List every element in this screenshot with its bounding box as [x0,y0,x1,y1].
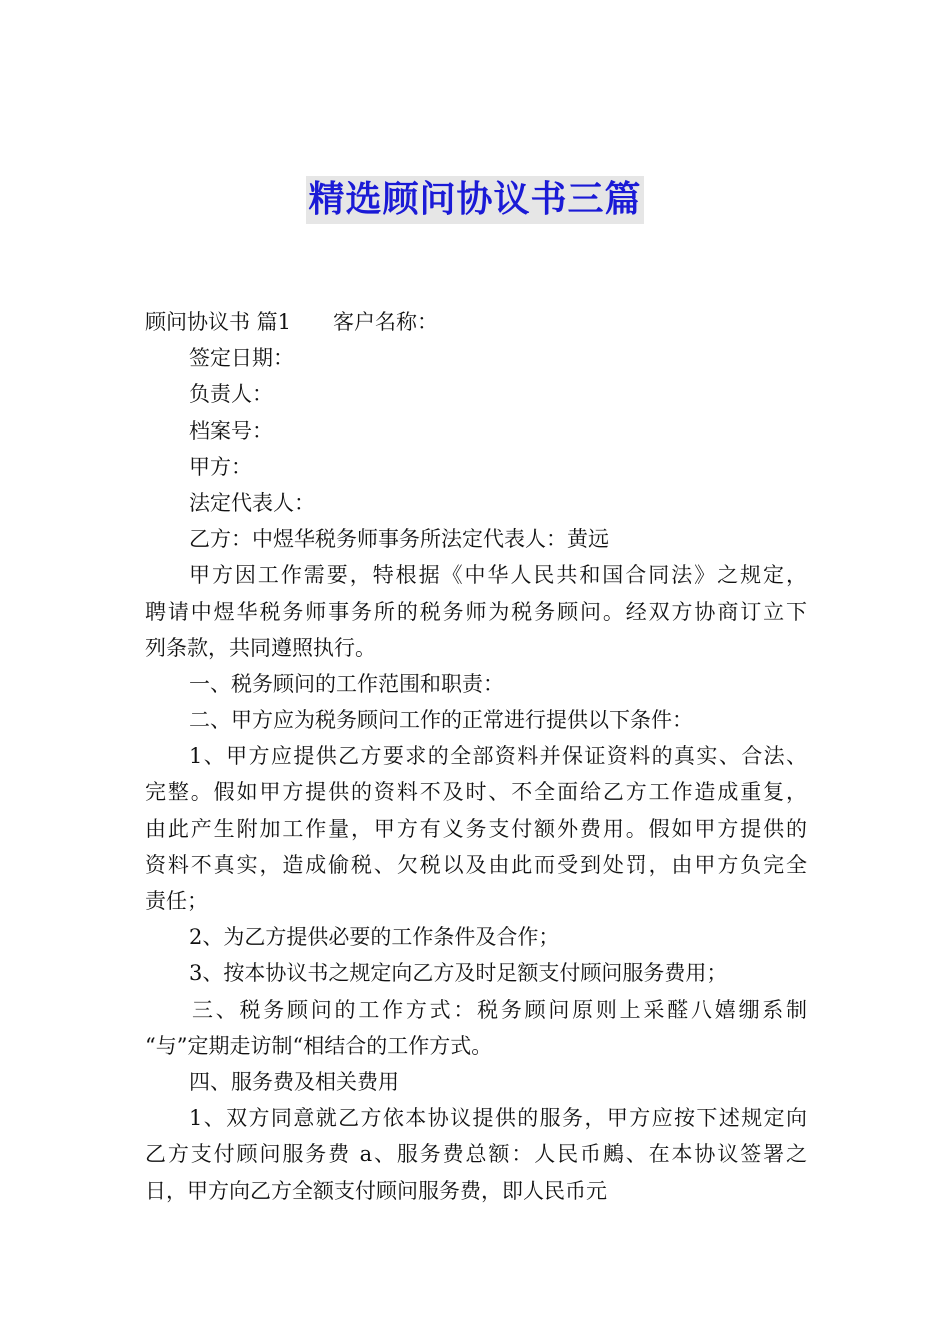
paragraph-line: 四、服务费及相关费用 [189,1069,399,1094]
paragraph-line: 甲方因工作需要，特根据《中华人民共和国合同法》之规定， [189,563,807,588]
client-name-label: 客户名称： [333,310,439,334]
paragraph-line: 1、双方同意就乙方依本协议提供的服务，甲方应按下述规定向 [189,1106,807,1131]
paragraph-line: 3、按本协议书之规定向乙方及时足额支付顾问服务费用； [189,961,728,986]
paragraph-line: 由此产生附加工作量，甲方有义务支付额外费用。假如甲方提供的 [145,816,807,841]
paragraph-line: 一、税务顾问的工作范围和职责： [189,671,504,696]
paragraph-line: 完整。假如甲方提供的资料不及时、不全面给乙方工作造成重复， [145,780,807,805]
document-title: 精选顾问协议书三篇 [306,176,643,224]
paragraph-line: 日，甲方向乙方全额支付顾问服务费，即人民币元 [145,1178,607,1203]
paragraph-line: 2、为乙方提供必要的工作条件及合作； [189,925,560,950]
paragraph-line: “与”定期走访制“相结合的工作方式。 [145,1033,493,1058]
paragraph-line: 档案号： [189,418,273,443]
title-container [0,176,950,224]
paragraph-line: 聘请中煜华税务师事务所的税务师为税务顾问。经双方协商订立下 [145,599,807,624]
paragraph-line: 三、税务顾问的工作方式：税务顾问原则上采醛八嬉绷系制 [192,997,807,1022]
paragraph-line: 负责人： [189,382,273,407]
paragraph-line: 资料不真实，造成偷税、欠税以及由此而受到处罚，由甲方负完全 [145,852,807,877]
document-body [145,304,807,1209]
paragraph-line: 责任； [145,889,208,913]
paragraph-line: 乙方支付顾问服务费 a、服务费总额：人民币鶊、在本协议签署之 [145,1142,807,1167]
header-line [145,304,807,340]
paragraph-line: 甲方： [189,454,252,479]
paragraph-line: 1、甲方应提供乙方要求的全部资料并保证资料的真实、合法、 [189,744,807,769]
paragraph-line: 乙方：中煜华税务师事务所法定代表人：黄远 [189,527,609,552]
paragraph-line: 列条款，共同遵照执行。 [145,635,376,660]
paragraph-line: 二、甲方应为税务顾问工作的正常进行提供以下条件： [189,708,693,733]
paragraph-line: 法定代表人： [189,490,315,515]
section-label: 顾问协议书 篇1 [145,310,292,334]
paragraph-line: 签定日期： [189,346,294,371]
